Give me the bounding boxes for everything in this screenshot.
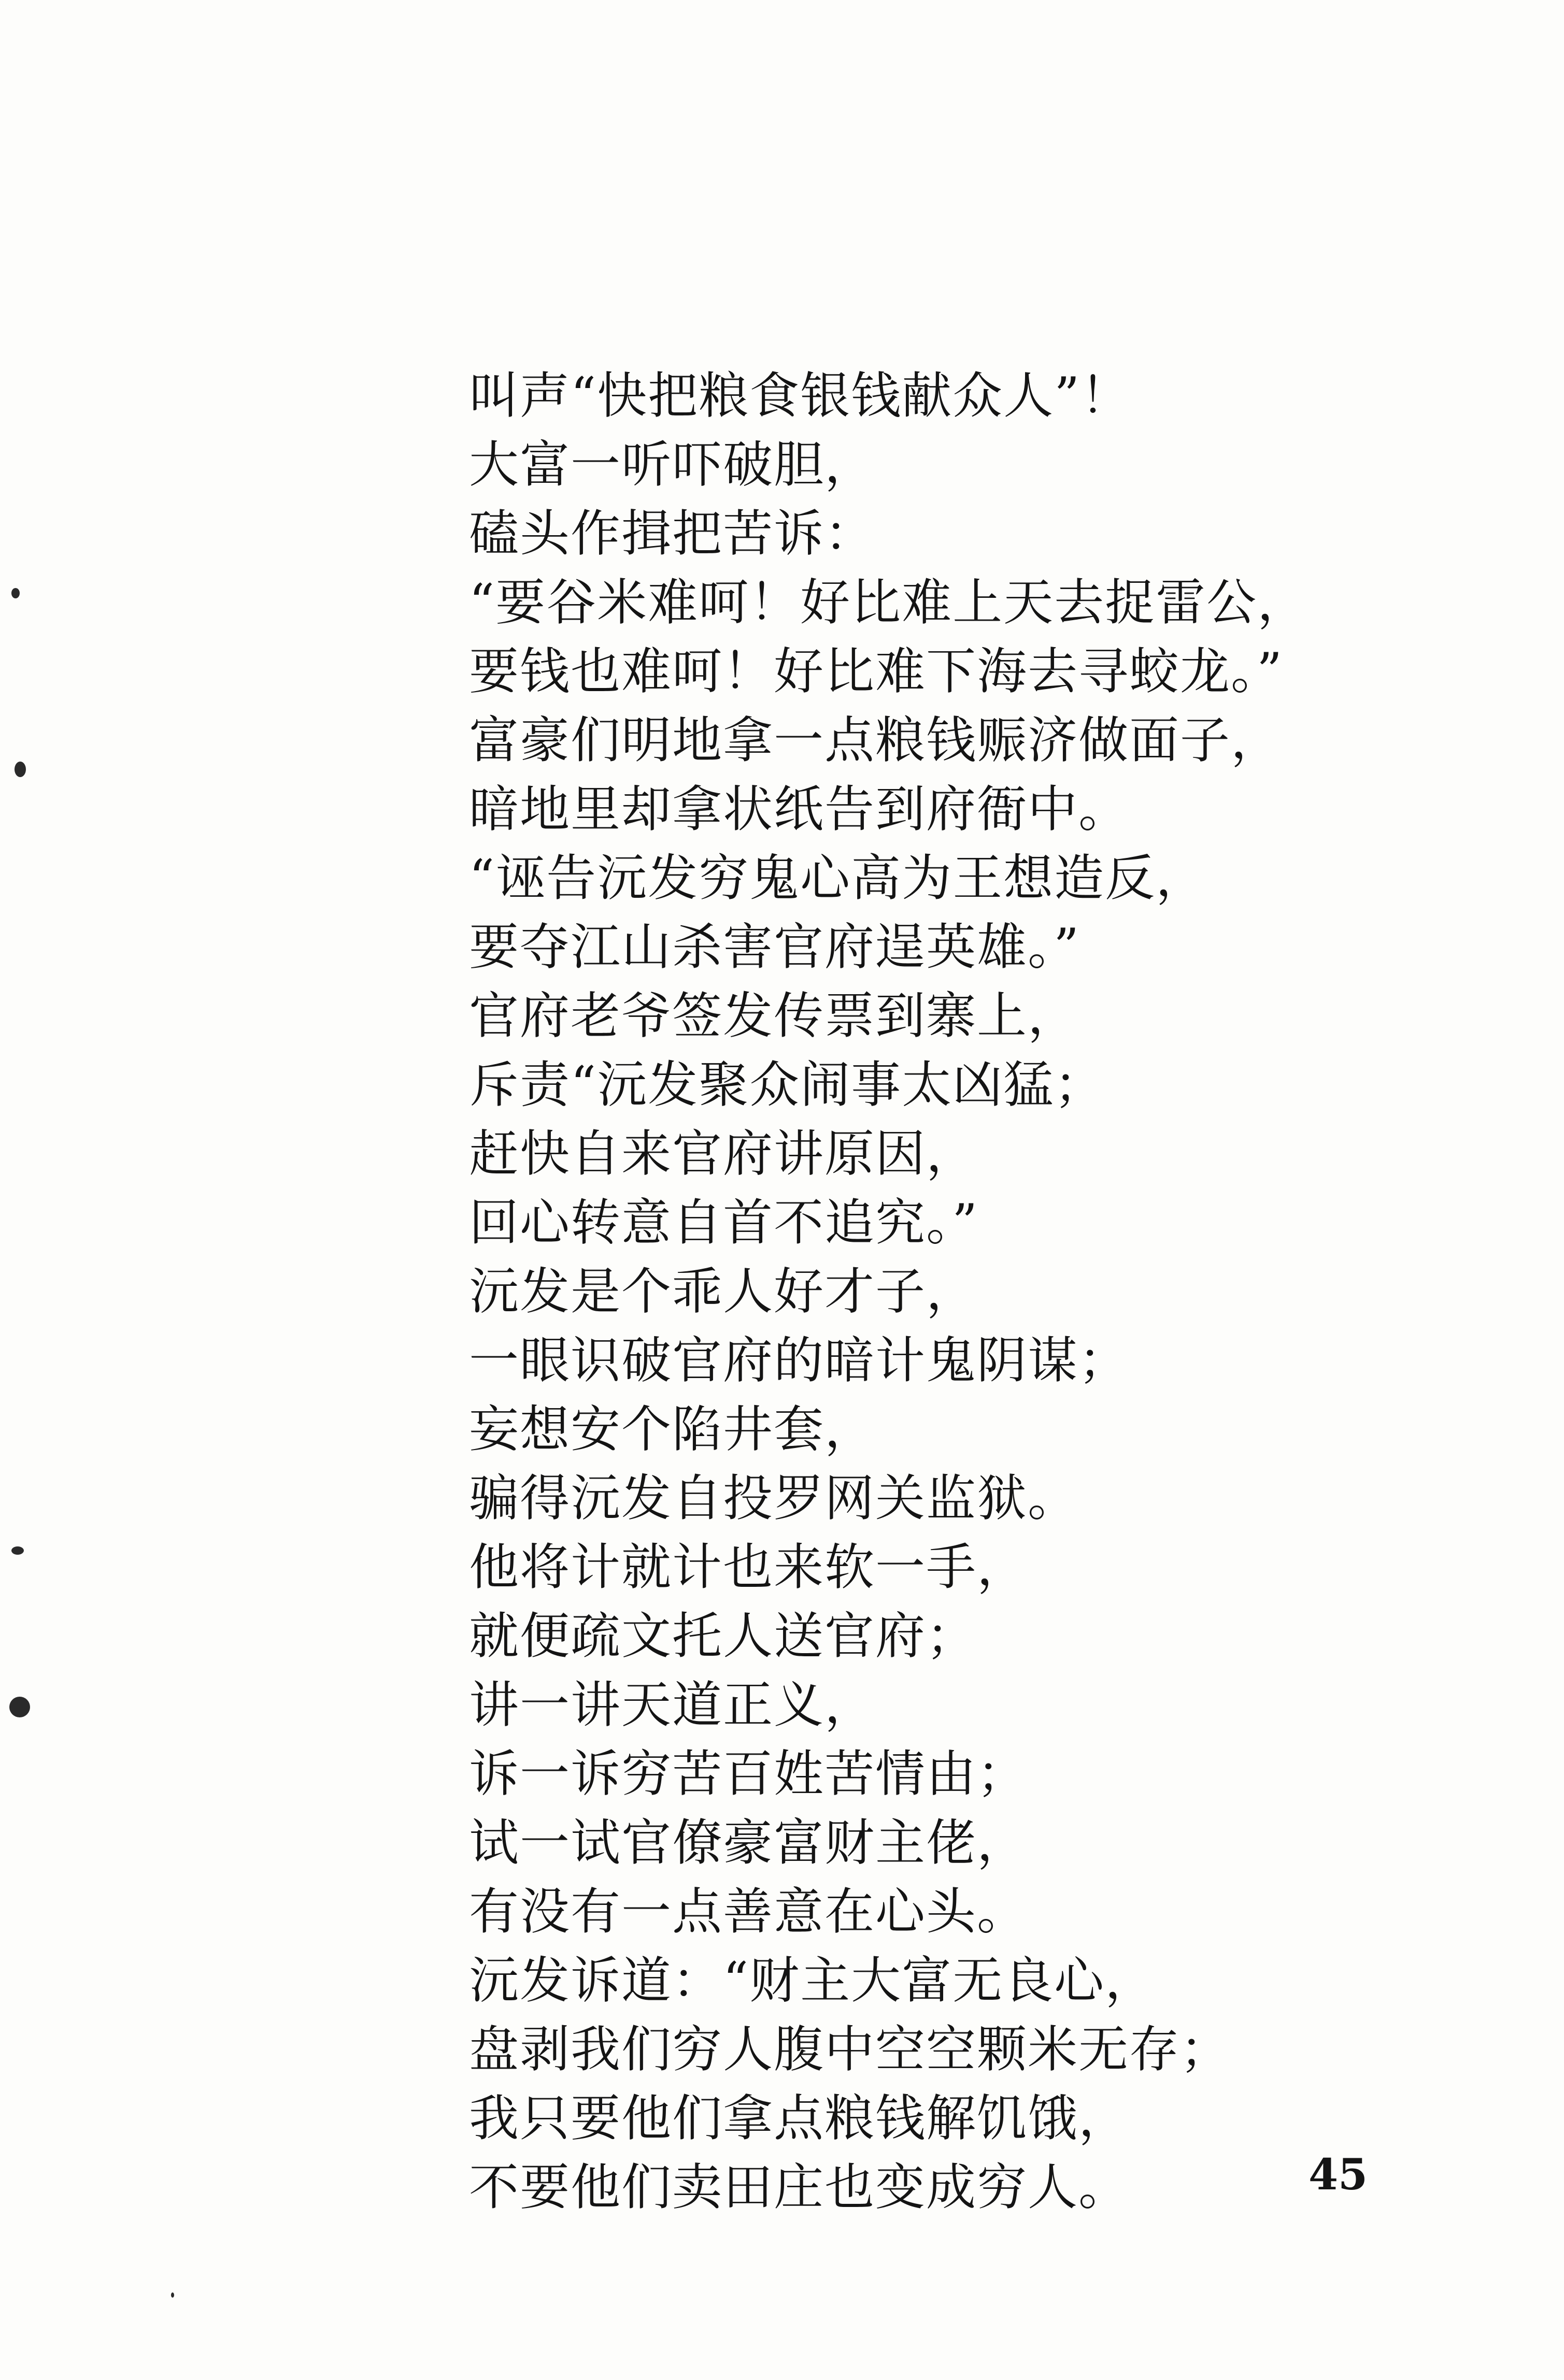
poem-line: “要谷米难呵！好比难上天去捉雷公，: [469, 574, 1309, 632]
poem-line: 就便疏文托人送官府；: [469, 1607, 977, 1665]
poem-text: [469, 362, 1505, 2222]
poem-line: 妄想安个陷井套，: [469, 1400, 875, 1458]
poem-line: 我只要他们拿点粮钱解饥饿，: [469, 2089, 1129, 2147]
poem-line: 沅发诉道：“财主大富无良心，: [469, 1952, 1156, 2010]
poem-line: 要钱也难呵！好比难下海去寻蛟龙。”: [469, 642, 1284, 700]
poem-line: 讲一讲天道正义，: [469, 1676, 875, 1734]
scan-speck: [9, 1697, 30, 1717]
poem-line: “诬告沅发穷鬼心高为王想造反，: [469, 849, 1207, 907]
poem-line: 一眼识破官府的暗计鬼阴谋；: [469, 1331, 1129, 1389]
scan-speck: [171, 2292, 174, 2298]
poem-line: 试一试官僚豪富财主佬，: [469, 1814, 1028, 1872]
poem-line: 暗地里却拿状纸告到府衙中。: [469, 780, 1129, 838]
poem-line: 不要他们卖田庄也变成穷人。: [469, 2158, 1129, 2216]
poem-line: 磕头作揖把苦诉：: [469, 505, 875, 563]
poem-line: 他将计就计也来软一手，: [469, 1538, 1028, 1596]
poem-line: 叫声“快把粮食银钱献众人”！: [469, 367, 1132, 425]
poem-line: 要夺江山杀害官府逞英雄。”: [469, 918, 1080, 976]
poem-line: 大富一听吓破胆，: [469, 436, 875, 494]
poem-line: 回心转意自首不追究。”: [469, 1194, 979, 1252]
poem-line: 有没有一点善意在心头。: [469, 1883, 1028, 1941]
poem-line: 沅发是个乖人好才子，: [469, 1263, 977, 1321]
page-number: 45: [1309, 2150, 1368, 2200]
poem-line: 赶快自来官府讲原因，: [469, 1125, 977, 1183]
poem-line: 骗得沅发自投罗网关监狱。: [469, 1469, 1078, 1527]
poem-line: 官府老爷签发传票到寨上，: [469, 987, 1078, 1045]
poem-line: 盘剥我们穷人腹中空空颗米无存；: [469, 2020, 1231, 2078]
poem-line: 富豪们明地拿一点粮钱赈济做面子，: [469, 711, 1282, 769]
scan-speck: [11, 588, 20, 598]
poem-line: 诉一诉穷苦百姓苦情由；: [469, 1745, 1028, 1803]
scan-speck: [11, 1546, 24, 1555]
poem-line: 斥责“沅发聚众闹事太凶猛；: [469, 1056, 1105, 1114]
scan-speck: [15, 762, 26, 777]
